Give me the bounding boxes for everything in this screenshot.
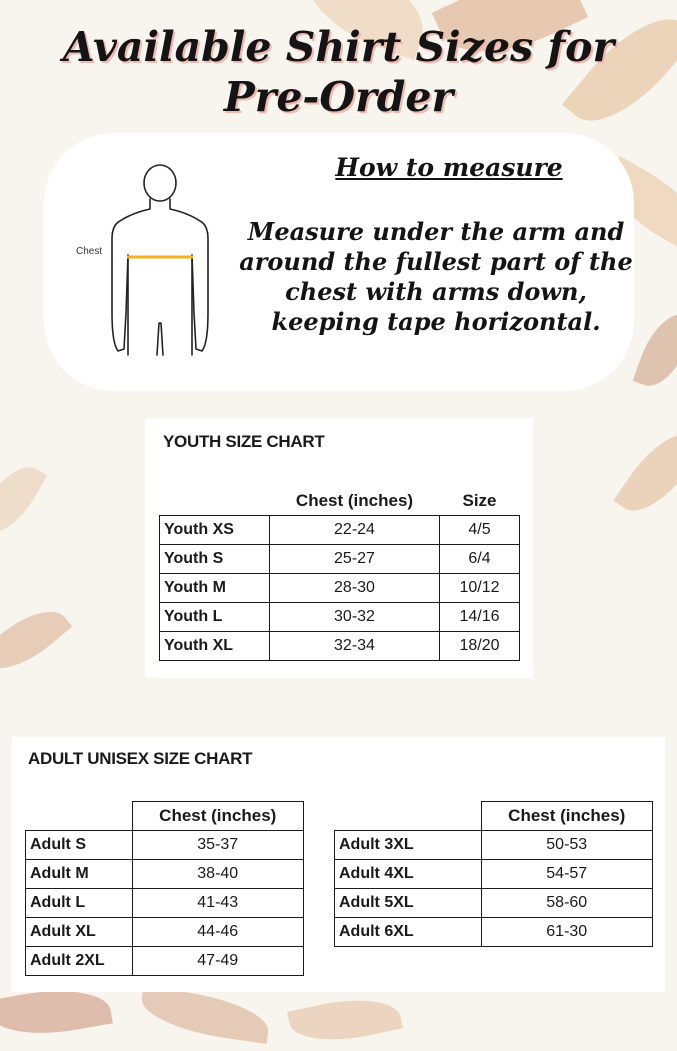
row-label: Youth XL	[160, 632, 270, 661]
table-row	[26, 831, 304, 860]
chest-value: 47-49	[132, 947, 304, 976]
leaf-decoration	[613, 418, 677, 525]
adult-chest-header-right: Chest (inches)	[481, 802, 653, 831]
chest-value: 22-24	[270, 516, 440, 545]
row-label: Youth M	[160, 574, 270, 603]
measure-instructions: Measure under the arm and around the fullest part of the chest with arms down, keeping tape horizontal.	[239, 217, 633, 336]
chest-value: 50-53	[481, 831, 653, 860]
table-row	[26, 918, 304, 947]
size-value: 4/5	[440, 516, 520, 545]
adult-chart-title: ADULT UNISEX SIZE CHART	[28, 749, 253, 768]
size-value: 14/16	[440, 603, 520, 632]
page-title	[0, 22, 677, 122]
table-header-row	[26, 802, 304, 831]
adult-size-chart	[12, 737, 665, 992]
row-label: Adult S	[26, 831, 133, 860]
adult-size-table-left	[25, 801, 304, 976]
row-label: Adult XL	[26, 918, 133, 947]
row-label: Youth S	[160, 545, 270, 574]
youth-size-table	[159, 487, 520, 661]
chest-value: 25-27	[270, 545, 440, 574]
size-value: 6/4	[440, 545, 520, 574]
chest-value: 38-40	[132, 860, 304, 889]
table-row	[26, 860, 304, 889]
leaf-decoration	[633, 306, 677, 395]
youth-size-chart	[145, 418, 533, 678]
chest-label: Chest	[76, 246, 103, 257]
size-value: 10/12	[440, 574, 520, 603]
leaf-decoration	[287, 989, 403, 1051]
table-row	[160, 545, 520, 574]
table-row	[26, 947, 304, 976]
table-row	[335, 860, 653, 889]
row-label: Adult L	[26, 889, 133, 918]
chest-value: 28-30	[270, 574, 440, 603]
row-label: Adult 5XL	[335, 889, 482, 918]
table-row	[160, 574, 520, 603]
page-title-line2: Pre-Order	[223, 73, 454, 121]
leaf-decoration	[138, 986, 272, 1044]
table-header-row	[160, 487, 520, 516]
table-row	[335, 918, 653, 947]
body-outline-icon	[110, 163, 210, 359]
chest-value: 32-34	[270, 632, 440, 661]
youth-chart-title: YOUTH SIZE CHART	[163, 432, 325, 451]
chest-value: 61-30	[481, 918, 653, 947]
table-row	[160, 516, 520, 545]
row-label: Adult M	[26, 860, 133, 889]
chest-value: 44-46	[132, 918, 304, 947]
youth-size-header: Size	[462, 491, 497, 510]
chest-value: 35-37	[132, 831, 304, 860]
row-label: Adult 6XL	[335, 918, 482, 947]
chest-value: 58-60	[481, 889, 653, 918]
row-label: Adult 2XL	[26, 947, 133, 976]
leaf-decoration	[0, 596, 72, 684]
chest-value: 30-32	[270, 603, 440, 632]
row-label: Adult 4XL	[335, 860, 482, 889]
size-value: 18/20	[440, 632, 520, 661]
chest-value: 41-43	[132, 889, 304, 918]
youth-chest-header: Chest (inches)	[295, 491, 414, 510]
adult-chest-header: Chest (inches)	[132, 802, 304, 831]
table-row	[335, 889, 653, 918]
row-label: Youth XS	[160, 516, 270, 545]
table-row	[160, 632, 520, 661]
table-row	[160, 603, 520, 632]
chest-value: 54-57	[481, 860, 653, 889]
table-row	[26, 889, 304, 918]
adult-size-table-right	[334, 801, 653, 947]
row-label: Youth L	[160, 603, 270, 632]
measure-card	[44, 133, 634, 391]
row-label: Adult 3XL	[335, 831, 482, 860]
how-to-measure-heading: How to measure	[335, 153, 563, 182]
table-row	[335, 831, 653, 860]
leaf-decoration	[0, 455, 47, 544]
page-title-line1: Available Shirt Sizes for	[62, 23, 615, 71]
table-header-row	[335, 802, 653, 831]
